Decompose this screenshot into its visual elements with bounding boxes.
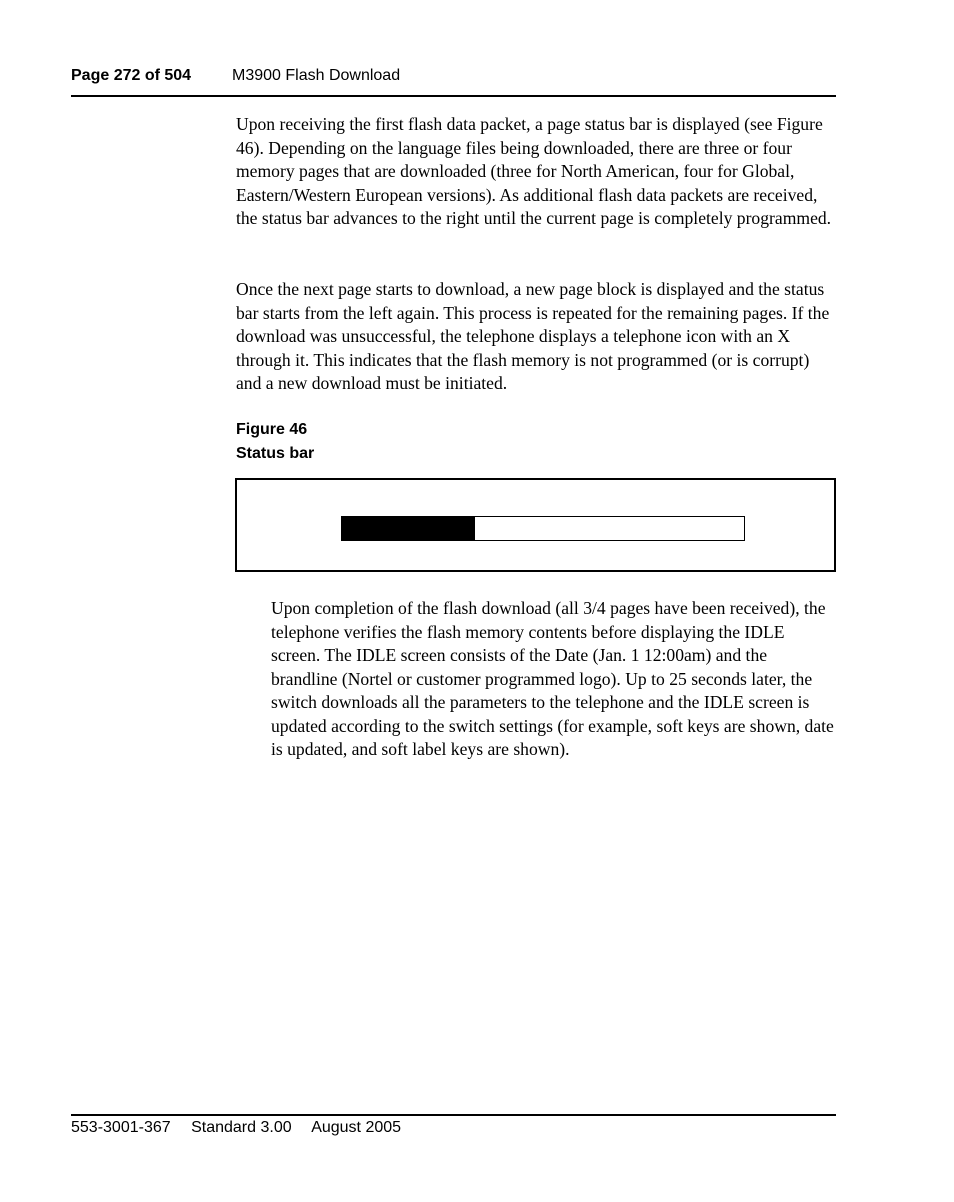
- page-number: Page 272 of 504: [71, 67, 192, 84]
- header-rule: [71, 95, 836, 97]
- figure-title: Status bar: [236, 445, 315, 462]
- body-paragraph-1: Upon receiving the first flash data packet, a page status bar is displayed (see Figure 46). Depending on the language files being downloaded, there are three or four memory pages that are downloaded (three for North American, four for Global, Eastern/Western European versions). As additional flash data packets are received, the status bar advances to the right until the current page is completely programmed.: [236, 114, 832, 228]
- footer-date: August 2005: [311, 1119, 402, 1136]
- document-title: M3900 Flash Download: [232, 67, 401, 84]
- page-header: [71, 66, 836, 86]
- footer-doc-number: 553-3001-367: [71, 1119, 171, 1136]
- body-paragraph-2: Once the next page starts to download, a new page block is displayed and the status bar starts from the left again. This process is repeated for the remaining pages. If the download was unsuccessful, the telephone displays a telephone icon with an X through it. This indicates that the flash memory is not programmed (or is corrupt) and a new download must be initiated.: [236, 279, 830, 393]
- page-footer: [71, 1118, 417, 1138]
- footer-rule: [71, 1114, 836, 1116]
- footer-standard: Standard 3.00: [191, 1119, 292, 1136]
- figure-label: Figure 46: [236, 421, 308, 438]
- body-paragraph-3: Upon completion of the flash download (all 3/4 pages have been received), the telephone verifies the flash memory contents before displaying the IDLE screen. The IDLE screen consists of the Date (Jan. 1 12:00am) and the brandline (Nortel or customer programmed logo). Up to 25 seconds later, the switch downloads all the parameters to the telephone and the IDLE screen is updated according to the switch settings (for example, soft keys are shown, date is updated, and soft label keys are shown).: [271, 598, 834, 759]
- status-bar: [341, 516, 745, 541]
- figure-frame: [235, 478, 836, 572]
- status-bar-fill: [342, 517, 475, 540]
